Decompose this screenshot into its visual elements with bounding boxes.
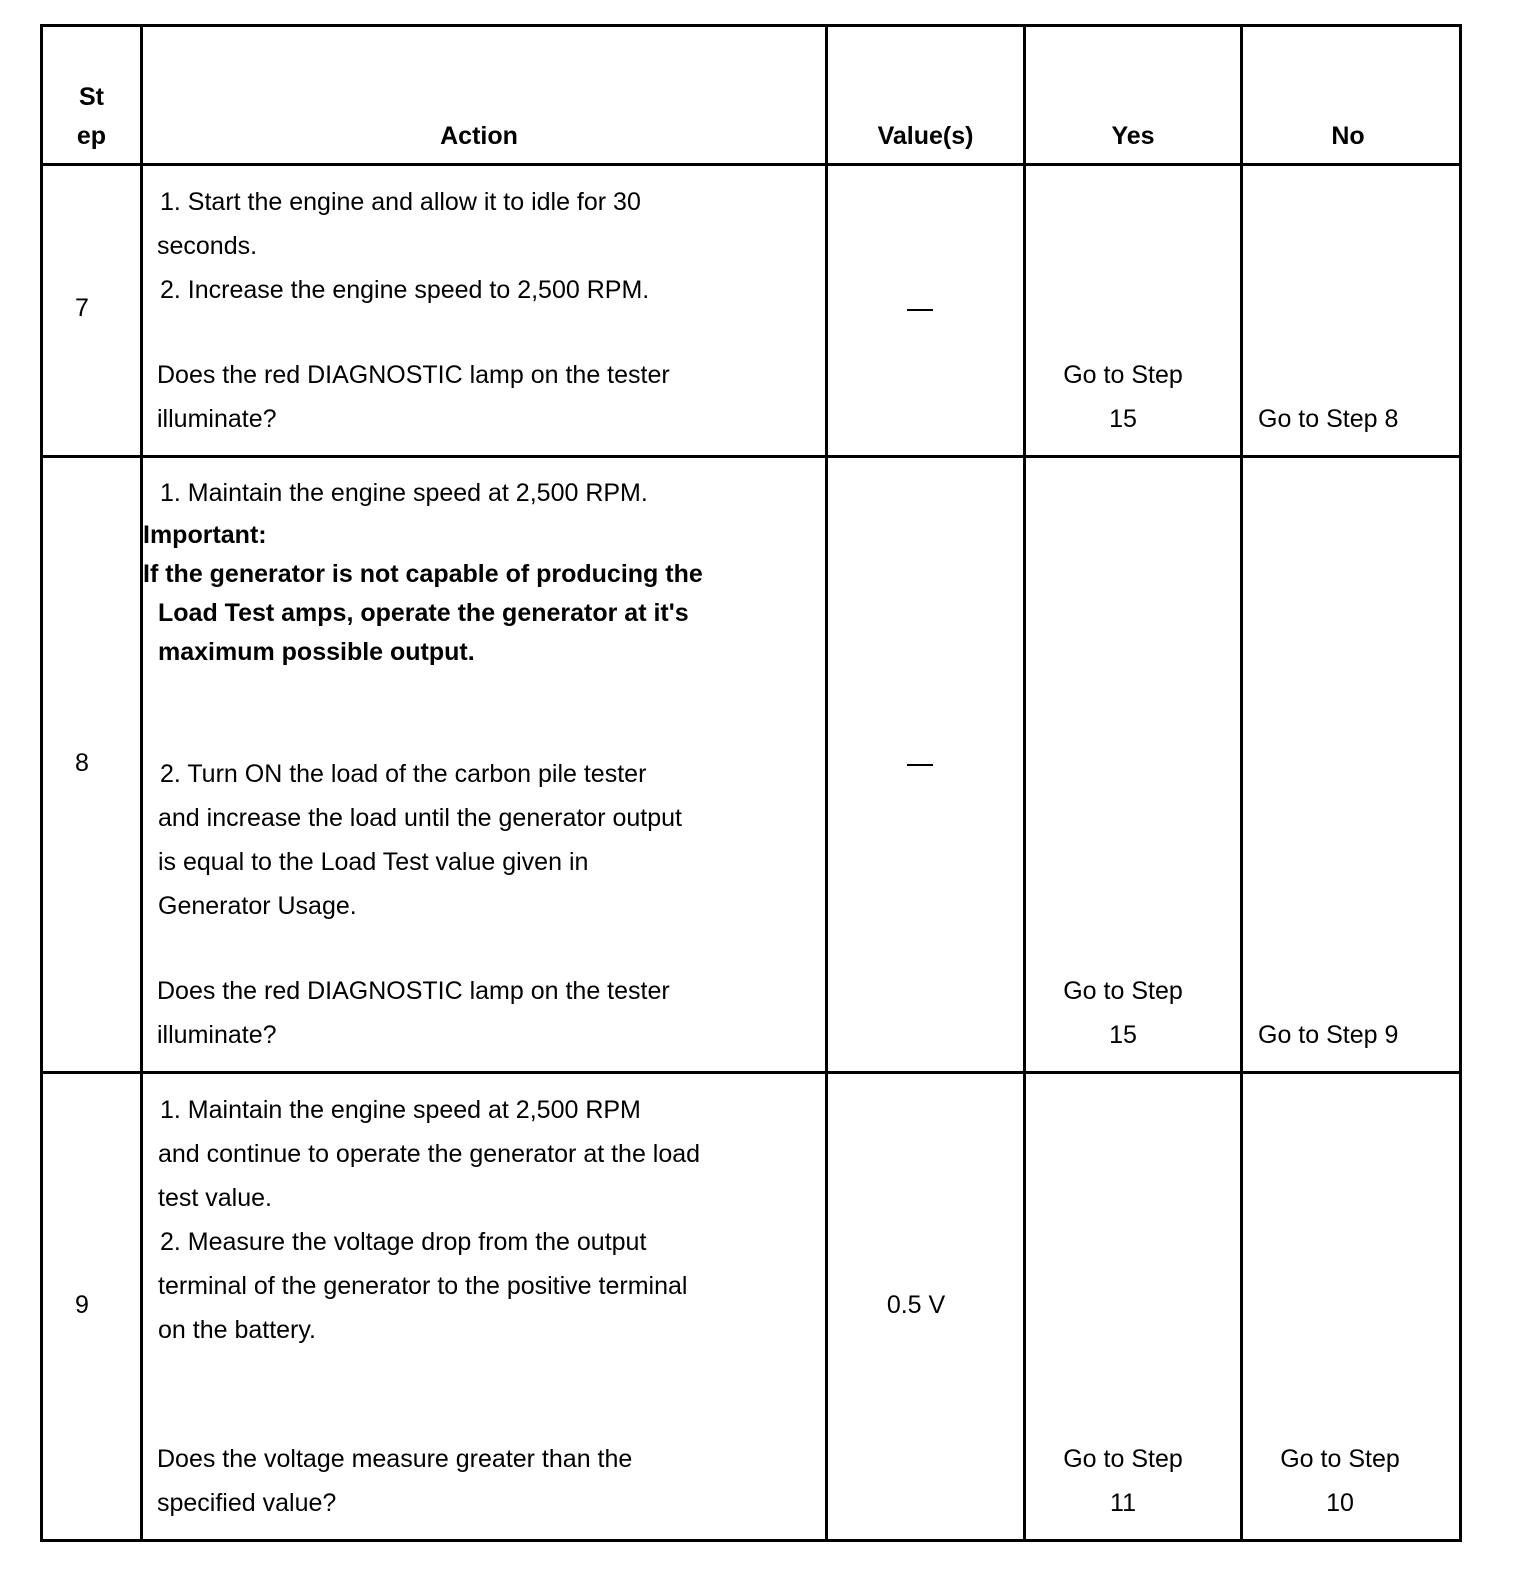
yes-result: 15: [1109, 1021, 1137, 1049]
table-border-top: [40, 24, 1462, 27]
important-label: Important:: [143, 521, 267, 549]
column-divider: [1240, 24, 1243, 1542]
action-line: 2. Turn ON the load of the carbon pile tester: [160, 760, 647, 788]
header-action: Action: [440, 122, 518, 150]
action-line: 2. Increase the engine speed to 2,500 RPM.: [160, 276, 650, 304]
header-yes: Yes: [1111, 122, 1155, 150]
step-number: 8: [75, 749, 89, 777]
header-step-1: St: [79, 83, 104, 111]
step-number: 7: [75, 294, 89, 322]
row-divider: [40, 455, 1462, 458]
question-line: specified value?: [157, 1489, 337, 1517]
action-line: test value.: [158, 1184, 272, 1212]
row-divider: [40, 1071, 1462, 1074]
column-divider: [140, 24, 143, 1542]
action-line: Generator Usage.: [158, 892, 357, 920]
yes-result: 15: [1109, 405, 1137, 433]
column-divider: [1023, 24, 1026, 1542]
important-note: Load Test amps, operate the generator at it's: [158, 599, 689, 627]
question-line: Does the red DIAGNOSTIC lamp on the tester: [157, 361, 670, 389]
question-line: Does the red DIAGNOSTIC lamp on the tester: [157, 977, 670, 1005]
action-line: 2. Measure the voltage drop from the output: [160, 1228, 647, 1256]
action-line: on the battery.: [158, 1316, 316, 1344]
action-line: 1. Start the engine and allow it to idle for 30: [160, 188, 641, 216]
question-line: illuminate?: [157, 1021, 277, 1049]
table-border-bottom: [40, 1539, 1462, 1542]
header-divider: [40, 163, 1462, 166]
yes-result: Go to Step: [1063, 1445, 1183, 1473]
action-line: is equal to the Load Test value given in: [158, 848, 589, 876]
action-line: 1. Maintain the engine speed at 2,500 RPM: [160, 1096, 641, 1124]
action-line: and increase the load until the generator output: [158, 804, 682, 832]
no-result: Go to Step 9: [1258, 1021, 1399, 1049]
question-line: Does the voltage measure greater than the: [157, 1445, 633, 1473]
no-result: Go to Step 8: [1258, 405, 1399, 433]
header-values: Value(s): [877, 122, 974, 150]
no-result: Go to Step: [1280, 1445, 1400, 1473]
no-result: 10: [1326, 1489, 1354, 1517]
table-border-left: [40, 24, 43, 1542]
yes-result: Go to Step: [1063, 361, 1183, 389]
question-line: illuminate?: [157, 405, 277, 433]
header-no: No: [1331, 122, 1365, 150]
yes-result: 11: [1110, 1489, 1136, 1517]
action-line: 1. Maintain the engine speed at 2,500 RPM.: [160, 479, 648, 507]
no-value-dash: [907, 764, 933, 766]
important-note: If the generator is not capable of producing the: [143, 560, 703, 588]
diagnostic-table: [40, 24, 1462, 1542]
important-note: maximum possible output.: [158, 638, 475, 666]
action-line: terminal of the generator to the positive terminal: [158, 1272, 688, 1300]
yes-result: Go to Step: [1063, 977, 1183, 1005]
table-border-right: [1459, 24, 1462, 1542]
action-line: and continue to operate the generator at the load: [158, 1140, 701, 1168]
step-number: 9: [75, 1291, 89, 1319]
action-line: seconds.: [157, 232, 258, 260]
header-step-2: ep: [76, 122, 107, 150]
value-cell: 0.5 V: [886, 1291, 946, 1319]
no-value-dash: [907, 309, 933, 311]
